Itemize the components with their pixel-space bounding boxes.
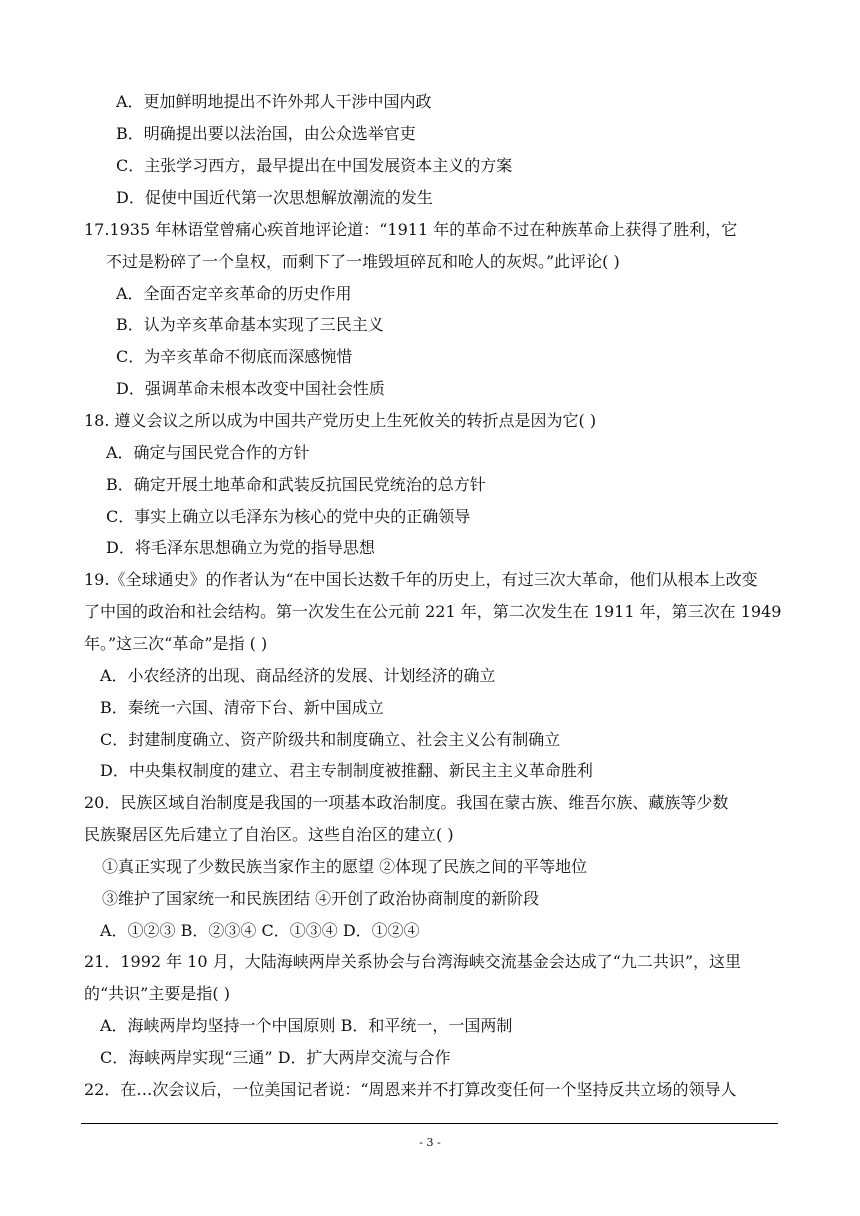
question-17-stem-line-1: 17.1935 年林语堂曾痛心疾首地评论道：“1911 年的革命不过在种族革命上获得了胜利，它 — [84, 220, 738, 239]
question-18-stem: 18. 遵义会议之所以成为中国共产党历史上生死攸关的转折点是因为它( ) — [84, 411, 597, 430]
question-18-option-c: C．事实上确立以毛泽东为核心的党中央的正确领导 — [106, 507, 471, 526]
question-20-options: A．①②③ B．②③④ C．①③④ D．①②④ — [100, 921, 420, 940]
question-20-stem-line-1: 20．民族区域自治制度是我国的一项基本政治制度。我国在蒙古族、维吾尔族、藏族等少数 — [84, 793, 729, 812]
footer-divider — [81, 1123, 778, 1124]
question-19-stem-line-3: 年。”这三次“革命”是指 ( ) — [84, 634, 268, 653]
question-18-option-a: A．确定与国民党合作的方针 — [106, 443, 310, 462]
question-21-stem-line-1: 21．1992 年 10 月，大陆海峡两岸关系协会与台湾海峡交流基金会达成了“九二共识”，这里 — [84, 952, 742, 971]
question-19-stem-line-2: 了中国的政治和社会结构。第一次发生在公元前 221 年，第二次发生在 1911 年，第三次在 1949 — [84, 602, 782, 621]
question-17-option-a: A．全面否定辛亥革命的历史作用 — [116, 284, 352, 303]
question-20-stem-line-2: 民族聚居区先后建立了自治区。这些自治区的建立( ) — [84, 825, 454, 844]
question-19-stem-line-1: 19.《全球通史》的作者认为“在中国长达数千年的历史上，有过三次大革命，他们从根本上改变 — [84, 570, 758, 589]
question-19-option-a: A．小农经济的出现、商品经济的发展、计划经济的确立 — [100, 666, 496, 685]
question-19-option-d: D．中央集权制度的建立、君主专制制度被推翻、新民主主义革命胜利 — [100, 761, 593, 780]
question-21-options-a-b: A．海峡两岸均坚持一个中国原则 B．和平统一，一国两制 — [100, 1016, 513, 1035]
question-20-statements-1-2: ①真正实现了少数民族当家作主的愿望 ②体现了民族之间的平等地位 — [102, 857, 588, 876]
question-16-option-a: A．更加鲜明地提出不许外邦人干涉中国内政 — [116, 92, 432, 111]
question-17-option-c: C．为辛亥革命不彻底而深感惋惜 — [116, 347, 353, 366]
question-16-option-b: B．明确提出要以法治国，由公众选举官吏 — [116, 124, 416, 143]
question-16-option-c: C．主张学习西方，最早提出在中国发展资本主义的方案 — [116, 156, 513, 175]
question-17-stem-line-2: 不过是粉碎了一个皇权，而剩下了一堆毁垣碎瓦和呛人的灰烬。”此评论( ) — [106, 252, 620, 271]
question-18-option-b: B．确定开展土地革命和武装反抗国民党统治的总方针 — [106, 475, 486, 494]
page-number: - 3 - — [419, 1136, 441, 1149]
question-21-options-c-d: C．海峡两岸实现“三通” D．扩大两岸交流与合作 — [100, 1048, 451, 1067]
question-16-option-d: D．促使中国近代第一次思想解放潮流的发生 — [116, 188, 433, 207]
question-21-stem-line-2: 的“共识”主要是指( ) — [84, 984, 230, 1003]
question-20-statements-3-4: ③维护了国家统一和民族团结 ④开创了政治协商制度的新阶段 — [102, 889, 540, 908]
question-18-option-d: D．将毛泽东思想确立为党的指导思想 — [106, 538, 375, 557]
question-19-option-c: C．封建制度确立、资产阶级共和制度确立、社会主义公有制确立 — [100, 730, 561, 749]
question-19-option-b: B．秦统一六国、清帝下台、新中国成立 — [100, 698, 384, 717]
question-17-option-d: D．强调革命未根本改变中国社会性质 — [116, 379, 385, 398]
question-22-stem-line-1: 22．在…次会议后，一位美国记者说：“周恩来并不打算改变任何一个坚持反共立场的领导人 — [84, 1080, 737, 1099]
question-17-option-b: B．认为辛亥革命基本实现了三民主义 — [116, 315, 384, 334]
